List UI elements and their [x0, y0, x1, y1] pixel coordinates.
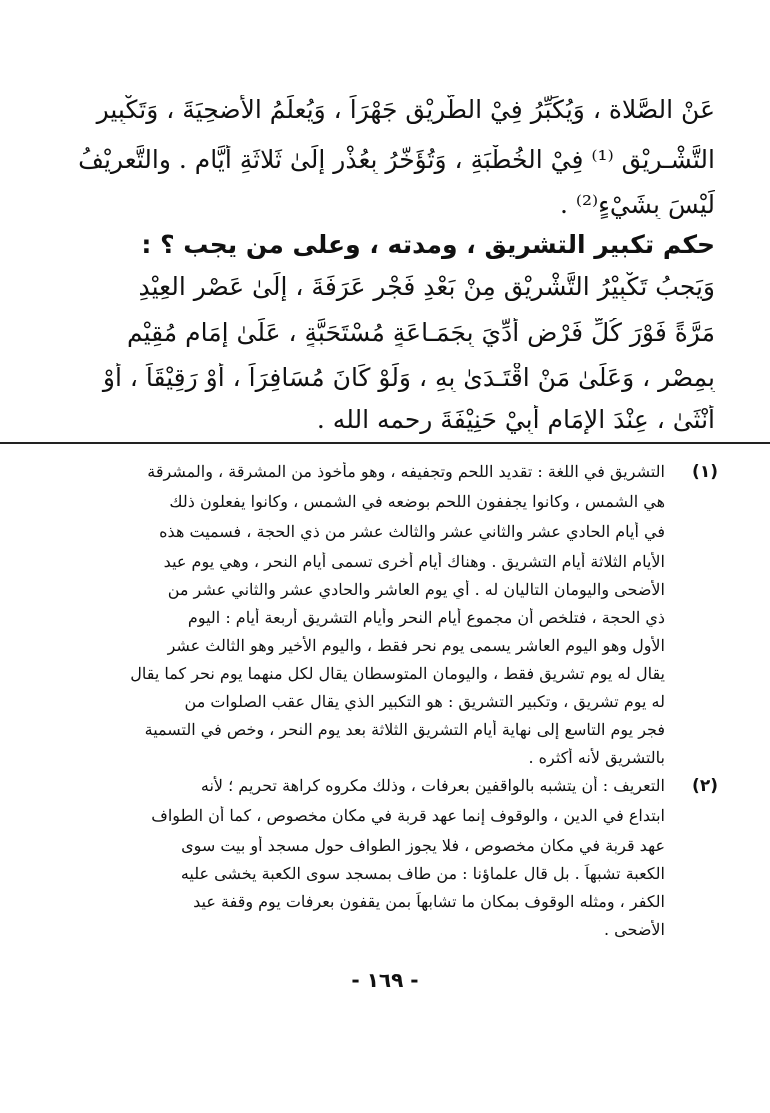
main-text-line-6: بِمِصْرٍ ، وَعَلَىٰ مَنْ اقْتَـدَىٰ بِهِ ، وَلَوْ كَانَ مُسَافِرَاً ، أَوْ رَقِيْقَاً ، أَوْ [102, 363, 715, 392]
footnote-1-line: الأضحى واليومان التاليان له . أي يوم العاشر والحادي عشر والثاني عشر من [167, 580, 665, 599]
main-text-line-3: لَيْسَ بِشَيْءٍ⁽²⁾ . [559, 190, 715, 219]
footnote-1-line: الأول وهو اليوم العاشر يسمى يوم نحر فقط ، واليوم الأخير وهو الثالث عشر [167, 636, 665, 655]
footnote-divider [0, 442, 770, 444]
footnote-1-line: له يوم تشريق ، وتكبير التشريق : هو التكبير الذي يقال عقب الصلوات من [184, 692, 665, 711]
footnote-1-line: هي الشمس ، وكانوا يجففون اللحم بوضعه في الشمس ، وكانوا يفعلون ذلك [169, 492, 665, 511]
main-text-line-7: أُنْثَىٰ ، عِنْدَ الإِمَامِ أَبِيْ حَنِيْفَةَ رحمه الله . [316, 405, 715, 434]
main-text-line-1: عَنْ الصَّلاة ، وَيُكَبِّرُ فِيْ الطَّرِيْق جَهْرَاً ، وَيُعلِّمُ الأضحِيَةَ ، وَتَكْبِير [96, 95, 715, 124]
footnote-2-line: ابتداع في الدين ، والوقوف إنما عهد قربة في مكان مخصوص ، كما أن الطواف [151, 806, 665, 825]
page-number: - ١٦٩ - [351, 968, 419, 992]
footnote-1-line: الأيام الثلاثة أيام التشريق . وهناك أيام أخرى تسمى أيام النحر ، وهي يوم عيد [163, 552, 665, 571]
footnote-2-line: الكعبة تشبهاً . بل قال علماؤنا : من طاف بمسجد سوى الكعبة يخشى عليه [180, 864, 665, 883]
footnote-2-line: التعريف : أن يتشبه بالواقفين بعرفات ، وذلك مكروه كراهة تحريم ؛ لأنه [200, 776, 665, 795]
footnote-marker-2: (٢) [692, 776, 718, 796]
footnote-2-line: عهد قربة في مكان مخصوص ، فلا يجوز الطواف حول مسجد أو بيت سوى [181, 836, 665, 855]
footnote-1-line: بالتشريق لأنه أكثره . [528, 748, 665, 767]
footnote-1-line: يقال له يوم تشريق فقط ، واليومان المتوسطان يقال لكل منهما يوم نحر كما يقال [130, 664, 665, 683]
footnote-marker-1: (١) [692, 462, 718, 482]
main-text-line-4: وَيَجبُ تَكْبِيْرُ التَّشْرِيْقِ مِنْ بَعْدِ فَجْرِ عَرَفَةَ ، إِلَىٰ عَصْرِ العِيْدِ [138, 272, 715, 301]
footnote-1-line: ذي الحجة ، فتلخص أن مجموع أيام النحر وأيام التشريق أربعة أيام : اليوم [187, 608, 665, 627]
footnote-1-line: فجر يوم التاسع إلى نهاية أيام التشريق الثلاثة بعد يوم النحر ، وخص في التسمية [144, 720, 665, 739]
footnote-2-line: الكفر ، ومثله الوقوف بمكان ما تشابهاً بمن يقفون بعرفات يوم وقفة عيد [193, 892, 665, 911]
footnote-2-line: الأضحى . [604, 920, 665, 939]
main-text-line-5: مَرَّةً فَوْرَ كُلِّ فَرْضٍ أُدِّيَ بِجَمَـاعَةٍ مُسْتَحَبَّةٍ ، عَلَىٰ إِمَامٍ مُقِيْمٍ [126, 318, 715, 347]
main-text-line-2: التَّشْـريْق ⁽¹⁾ فِيْ الخُطْبَةِ ، وَتُؤَخّرُ بِعُذْرٍ إِلَىٰ ثَلاثَةِ أَيَّام . والتَّعرِيْفُ [78, 145, 715, 174]
section-heading: حكم تكبير التشريق ، ومدته ، وعلى من يجب ؟ : [141, 230, 715, 259]
footnote-1-line: التشريق في اللغة : تقديد اللحم وتجفيفه ، وهو مأخوذ من المشرقة ، والمشرقة [147, 462, 665, 481]
footnote-1-line: في أيام الحادي عشر والثاني عشر والثالث عشر من ذي الحجة ، فسميت هذه [159, 522, 665, 541]
